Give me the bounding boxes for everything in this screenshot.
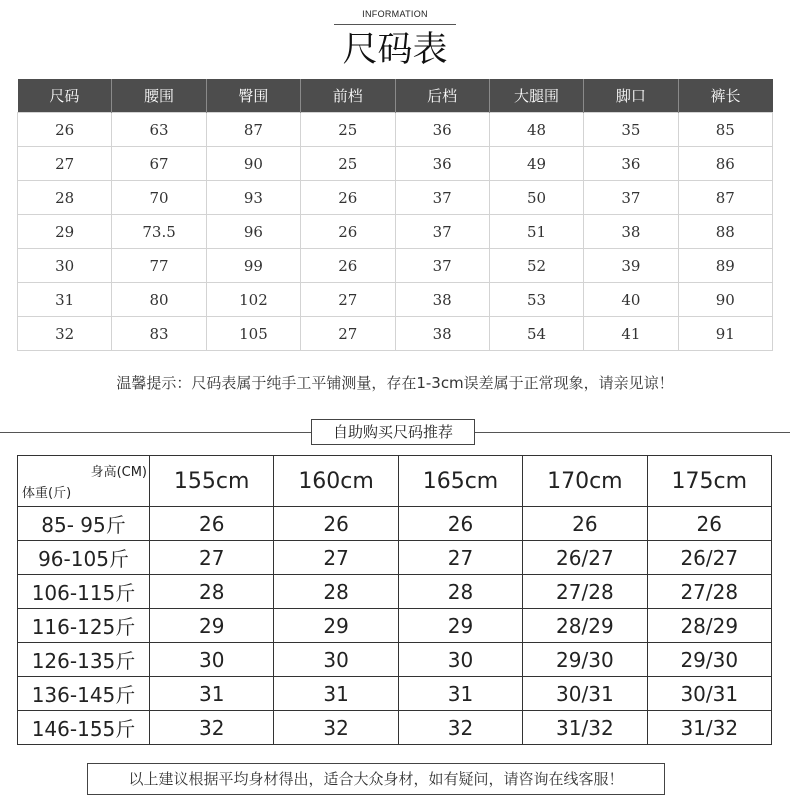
recommended-size-cell: 26 [150,507,274,541]
table-row [18,711,772,745]
table-cell: 85 [678,113,772,147]
table-cell: 37 [584,181,678,215]
table-cell: 26 [18,113,112,147]
info-underline [334,24,456,25]
table-cell: 36 [395,147,489,181]
table-cell: 48 [489,113,583,147]
table-cell: 51 [489,215,583,249]
weight-row-header: 136-145斤 [18,677,150,711]
weight-row-header: 96-105斤 [18,541,150,575]
table-cell: 38 [395,283,489,317]
table-cell: 70 [112,181,206,215]
table-row [18,677,772,711]
recommended-size-cell: 32 [398,711,522,745]
recommended-size-cell: 32 [150,711,274,745]
table-cell: 41 [584,317,678,351]
recommended-size-cell: 28/29 [647,609,771,643]
height-axis-label: 身高(CM) [90,465,147,480]
size-recommendation-table [17,455,772,745]
table-cell: 26 [301,181,395,215]
recommended-size-cell: 32 [274,711,398,745]
weight-row-header: 126-135斤 [18,643,150,677]
table-cell: 102 [206,283,300,317]
recommended-size-cell: 27 [398,541,522,575]
height-column-header: 170cm [523,456,647,507]
table-row [18,283,773,317]
table-cell: 30 [18,249,112,283]
recommended-size-cell: 29 [398,609,522,643]
recommended-size-cell: 29/30 [647,643,771,677]
table-cell: 99 [206,249,300,283]
recommended-size-cell: 27 [274,541,398,575]
table-cell: 35 [584,113,678,147]
table-row [18,147,773,181]
table-cell: 36 [395,113,489,147]
recommended-size-cell: 30 [398,643,522,677]
table-cell: 86 [678,147,772,181]
table-row [18,643,772,677]
recommended-size-cell: 26/27 [647,541,771,575]
recommended-size-cell: 26/27 [523,541,647,575]
table-cell: 77 [112,249,206,283]
height-header-row [18,456,772,507]
table-cell: 27 [301,317,395,351]
recommended-size-cell: 27/28 [523,575,647,609]
height-column-header: 155cm [150,456,274,507]
recommended-size-cell: 28 [398,575,522,609]
table-cell: 91 [678,317,772,351]
table-cell: 63 [112,113,206,147]
table-cell: 87 [678,181,772,215]
recommended-size-cell: 31/32 [523,711,647,745]
table-cell: 27 [301,283,395,317]
table-cell: 25 [301,113,395,147]
table-cell: 80 [112,283,206,317]
table-cell: 96 [206,215,300,249]
height-column-header: 165cm [398,456,522,507]
size-chart-column-header: 尺码 [18,79,112,113]
weight-row-header: 146-155斤 [18,711,150,745]
size-chart-column-header: 裤长 [678,79,772,113]
table-cell: 39 [584,249,678,283]
table-row [18,181,773,215]
table-row [18,113,773,147]
recommended-size-cell: 29 [274,609,398,643]
recommended-size-cell: 27/28 [647,575,771,609]
table-cell: 32 [18,317,112,351]
table-cell: 37 [395,249,489,283]
weight-row-header: 106-115斤 [18,575,150,609]
table-row [18,609,772,643]
table-cell: 29 [18,215,112,249]
table-cell: 28 [18,181,112,215]
table-cell: 26 [301,249,395,283]
weight-row-header: 116-125斤 [18,609,150,643]
table-row [18,575,772,609]
table-row [18,249,773,283]
table-cell: 89 [678,249,772,283]
table-cell: 27 [18,147,112,181]
table-row [18,541,772,575]
recommended-size-cell: 31 [398,677,522,711]
recommended-size-cell: 26 [523,507,647,541]
table-cell: 90 [678,283,772,317]
table-cell: 83 [112,317,206,351]
recommended-size-cell: 30/31 [523,677,647,711]
weight-axis-label: 体重(斤) [22,486,72,501]
recommended-size-cell: 28/29 [523,609,647,643]
table-cell: 38 [395,317,489,351]
table-cell: 105 [206,317,300,351]
table-cell: 50 [489,181,583,215]
footer-note: 以上建议根据平均身材得出，适合大众身材，如有疑问，请咨询在线客服！ [87,763,665,795]
table-cell: 93 [206,181,300,215]
table-cell: 38 [584,215,678,249]
size-chart-column-header: 脚口 [584,79,678,113]
recommended-size-cell: 28 [274,575,398,609]
recommended-size-cell: 26 [398,507,522,541]
recommended-size-cell: 29 [150,609,274,643]
recommended-size-cell: 30 [150,643,274,677]
height-column-header: 160cm [274,456,398,507]
table-cell: 25 [301,147,395,181]
size-chart-column-header: 前档 [301,79,395,113]
corner-cell [18,456,150,507]
recommendation-title: 自助购买尺码推荐 [311,419,475,445]
recommended-size-cell: 29/30 [523,643,647,677]
size-chart-column-header: 腰围 [112,79,206,113]
table-cell: 54 [489,317,583,351]
table-cell: 53 [489,283,583,317]
table-cell: 87 [206,113,300,147]
height-column-header: 175cm [647,456,771,507]
recommended-size-cell: 28 [150,575,274,609]
size-chart-column-header: 后档 [395,79,489,113]
table-cell: 26 [301,215,395,249]
recommended-size-cell: 30/31 [647,677,771,711]
table-row [18,507,772,541]
size-chart-column-header: 大腿围 [489,79,583,113]
table-row [18,215,773,249]
table-cell: 73.5 [112,215,206,249]
recommended-size-cell: 31 [274,677,398,711]
table-cell: 52 [489,249,583,283]
recommended-size-cell: 31/32 [647,711,771,745]
recommended-size-cell: 27 [150,541,274,575]
table-cell: 31 [18,283,112,317]
table-cell: 37 [395,181,489,215]
table-cell: 88 [678,215,772,249]
table-cell: 49 [489,147,583,181]
table-cell: 36 [584,147,678,181]
info-label: INFORMATION [362,9,428,19]
recommended-size-cell: 26 [274,507,398,541]
measurement-tip: 温馨提示：尺码表属于纯手工平铺测量，存在1-3cm误差属于正常现象，请亲见谅！ [116,374,674,392]
size-chart-column-header: 臀围 [206,79,300,113]
table-cell: 40 [584,283,678,317]
table-cell: 67 [112,147,206,181]
page-title: 尺码表 [342,30,448,70]
table-cell: 37 [395,215,489,249]
size-chart-table [17,79,773,351]
recommended-size-cell: 31 [150,677,274,711]
recommended-size-cell: 26 [647,507,771,541]
recommended-size-cell: 30 [274,643,398,677]
table-row [18,317,773,351]
weight-row-header: 85- 95斤 [18,507,150,541]
table-cell: 90 [206,147,300,181]
size-chart-header-row [18,79,773,113]
